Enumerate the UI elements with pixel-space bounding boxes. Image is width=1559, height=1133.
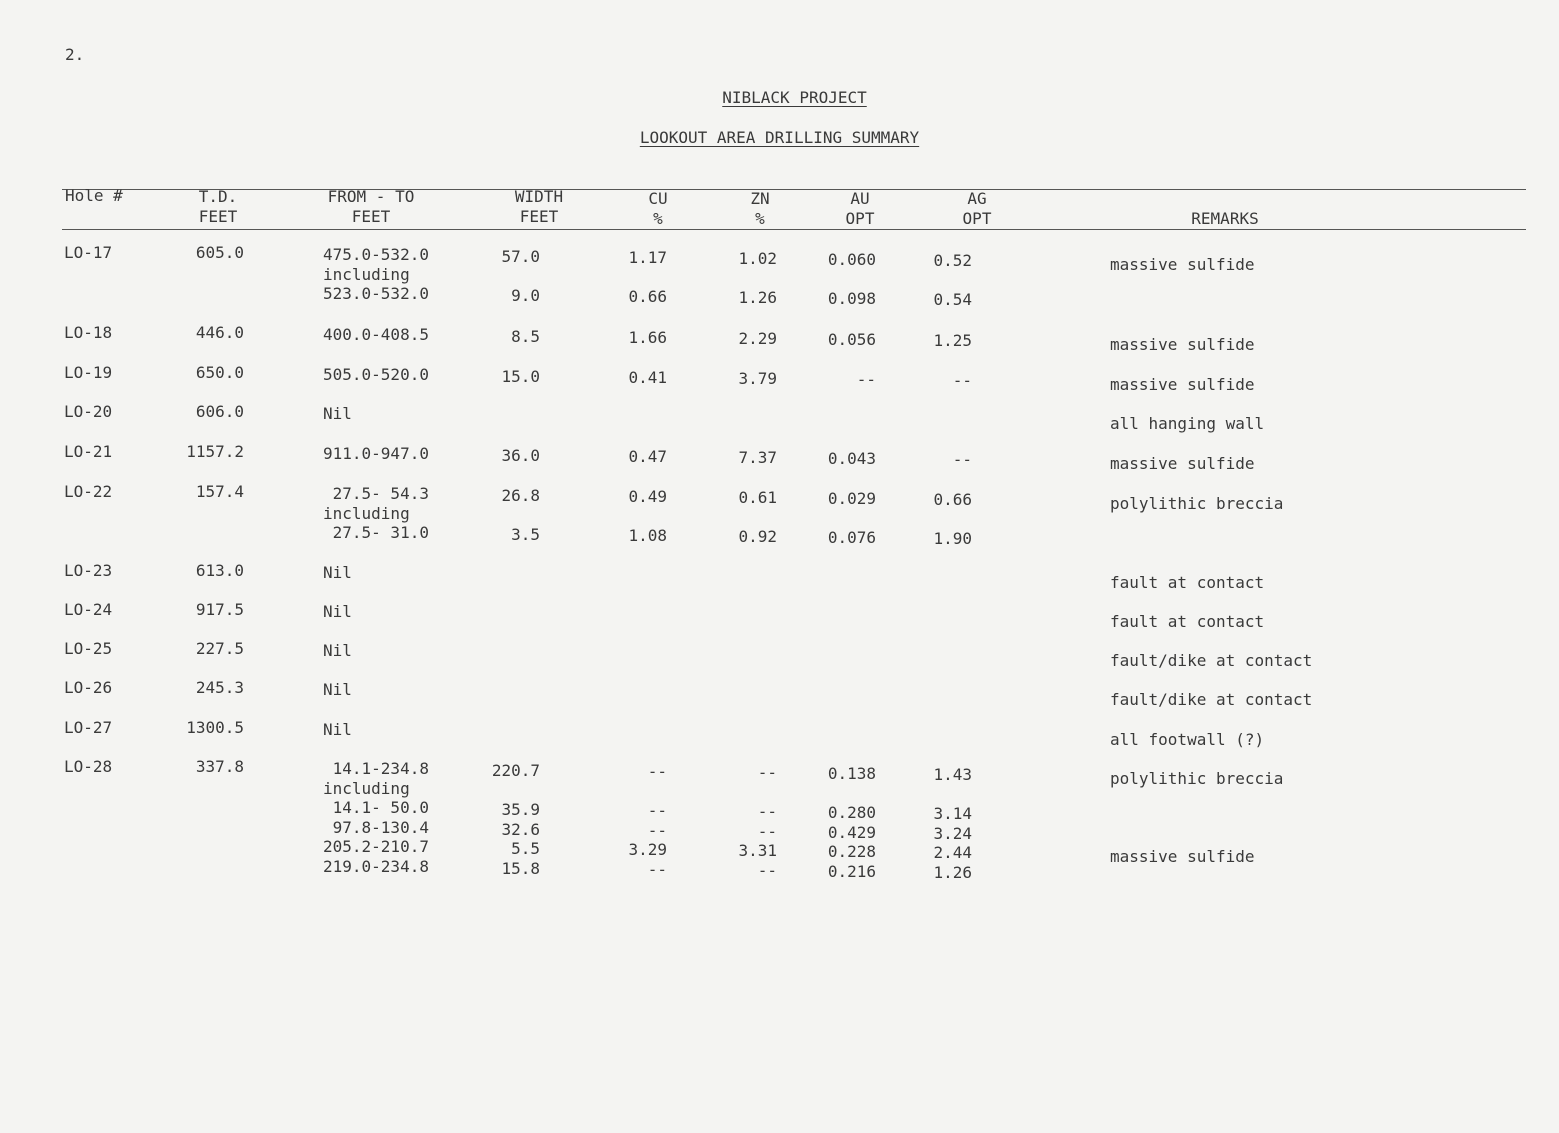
cell-td: 446.0 [195, 323, 244, 342]
cell-from-to: Nil [323, 641, 352, 660]
header-cu: CU % [648, 189, 668, 228]
cell-ag: -- [952, 450, 972, 469]
cell-zn: 0.61 0.92 [738, 488, 777, 546]
cell-from-to: 505.0-520.0 [323, 365, 429, 384]
cell-hole: LO-17 [64, 243, 113, 262]
cell-cu: 0.41 [628, 368, 667, 387]
cell-ag: -- [952, 371, 972, 390]
header-td: T.D. FEET [198, 187, 238, 226]
cell-au: -- [856, 370, 876, 389]
cell-td: 1157.2 [186, 442, 244, 461]
cell-td: 606.0 [195, 402, 244, 421]
header-top-rule [62, 189, 1526, 190]
cell-zn: 7.37 [738, 448, 777, 467]
document-subtitle-text: LOOKOUT AREA DRILLING SUMMARY [639, 128, 920, 147]
header-bottom-rule [62, 229, 1526, 230]
header-from-to: FROM - TO FEET [327, 187, 415, 226]
cell-cu: 0.49 1.08 [628, 487, 667, 545]
cell-remarks: polylithic breccia [1110, 494, 1284, 513]
cell-hole: LO-24 [64, 600, 113, 619]
cell-width: 220.7 35.9 32.6 5.5 15.8 [491, 761, 540, 878]
cell-hole: LO-18 [64, 323, 113, 342]
cell-hole: LO-21 [64, 442, 113, 461]
header-remarks: REMARKS [1191, 209, 1259, 228]
cell-width: 8.5 [511, 327, 540, 346]
cell-hole: LO-28 [64, 757, 113, 776]
cell-from-to: Nil [323, 720, 352, 739]
cell-remarks: all footwall (?) [1110, 730, 1265, 749]
cell-cu: 1.66 [628, 328, 667, 347]
cell-td: 245.3 [195, 678, 244, 697]
cell-remarks: fault at contact [1110, 573, 1265, 592]
cell-ag: 0.52 0.54 [933, 251, 972, 309]
cell-from-to: 475.0-532.0 including 523.0-532.0 [323, 245, 429, 303]
cell-width: 57.0 9.0 [501, 247, 540, 305]
cell-from-to: 911.0-947.0 [323, 444, 429, 463]
cell-td: 917.5 [195, 600, 244, 619]
cell-au: 0.043 [827, 449, 876, 468]
cell-width: 36.0 [501, 446, 540, 465]
cell-hole: LO-23 [64, 561, 113, 580]
cell-td: 650.0 [195, 363, 244, 382]
cell-zn: -- -- -- 3.31 -- [738, 763, 777, 880]
document-title-text: NIBLACK PROJECT [722, 88, 867, 107]
cell-from-to: Nil [323, 680, 352, 699]
cell-td: 605.0 [195, 243, 244, 262]
page-number: 2. [65, 45, 85, 64]
cell-zn: 3.79 [738, 369, 777, 388]
cell-from-to: Nil [323, 404, 352, 423]
document-title [15, 88, 1559, 107]
cell-remarks: all hanging wall [1110, 414, 1265, 433]
cell-remarks: fault/dike at contact [1110, 651, 1313, 670]
cell-cu: -- -- -- 3.29 -- [628, 762, 667, 879]
cell-remarks: massive sulfide [1110, 255, 1255, 274]
cell-zn: 1.02 1.26 [738, 249, 777, 307]
cell-au: 0.060 0.098 [827, 250, 876, 308]
cell-remarks: fault/dike at contact [1110, 690, 1313, 709]
cell-remarks: fault at contact [1110, 612, 1265, 631]
cell-remarks: massive sulfide [1110, 335, 1255, 354]
cell-au: 0.056 [827, 330, 876, 349]
cell-td: 227.5 [195, 639, 244, 658]
cell-hole: LO-19 [64, 363, 113, 382]
header-width: WIDTH FEET [514, 187, 564, 226]
cell-remarks: massive sulfide [1110, 375, 1255, 394]
cell-from-to: 27.5- 54.3 including 27.5- 31.0 [323, 484, 429, 542]
cell-hole: LO-20 [64, 402, 113, 421]
header-zn: ZN % [750, 189, 770, 228]
cell-td: 337.8 [195, 757, 244, 776]
header-au: AU OPT [845, 189, 875, 228]
cell-from-to: Nil [323, 563, 352, 582]
header-hole: Hole # [65, 186, 123, 205]
cell-ag: 0.66 1.90 [933, 490, 972, 548]
cell-ag: 1.43 3.14 3.24 2.44 1.26 [933, 765, 972, 882]
cell-remarks: polylithic breccia massive sulfide [1110, 769, 1284, 866]
cell-from-to: 14.1-234.8 including 14.1- 50.0 97.8-130.4 205.2-210.7 219.0-234.8 [323, 759, 429, 876]
header-ag: AG OPT [962, 189, 992, 228]
cell-td: 157.4 [195, 482, 244, 501]
cell-cu: 1.17 0.66 [628, 248, 667, 306]
cell-td: 1300.5 [186, 718, 244, 737]
cell-from-to: Nil [323, 602, 352, 621]
cell-au: 0.138 0.280 0.429 0.228 0.216 [827, 764, 876, 881]
cell-cu: 0.47 [628, 447, 667, 466]
cell-from-to: 400.0-408.5 [323, 325, 429, 344]
cell-ag: 1.25 [933, 331, 972, 350]
cell-zn: 2.29 [738, 329, 777, 348]
document-subtitle [0, 128, 1559, 147]
cell-hole: LO-25 [64, 639, 113, 658]
cell-hole: LO-26 [64, 678, 113, 697]
cell-width: 15.0 [501, 367, 540, 386]
cell-td: 613.0 [195, 561, 244, 580]
cell-au: 0.029 0.076 [827, 489, 876, 547]
cell-hole: LO-22 [64, 482, 113, 501]
cell-remarks: massive sulfide [1110, 454, 1255, 473]
cell-hole: LO-27 [64, 718, 113, 737]
cell-width: 26.8 3.5 [501, 486, 540, 544]
